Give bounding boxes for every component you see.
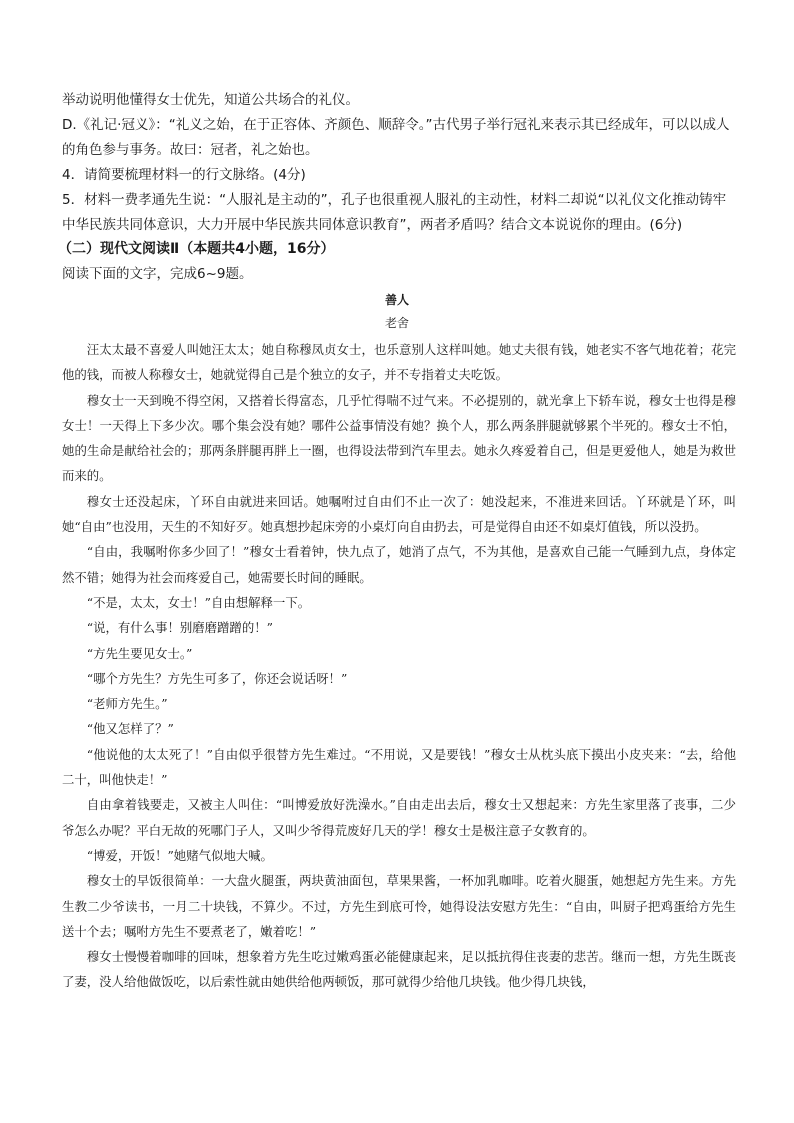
question-5: 5．材料一费孝通先生说：“人服礼是主动的”，孔子也很重视人服礼的主动性，材料二却说“以礼仪文化推动铸牢中华民族共同体意识，大力开展中华民族共同体意识教育”，两者矛盾吗？结合文本说说你的理由。(6分) bbox=[62, 192, 727, 233]
story-title: 善人 bbox=[384, 293, 409, 307]
story-paragraph: 自由拿着钱要走，又被主人叫住：“叫博爱放好洗澡水。”自由走出去后，穆女士又想起来：方先生家里落了丧事，二少爷怎么办呢？平白无故的死哪门子人，又叫少爷得荒废好几天的学！穆女士是极注意子女教育的。 bbox=[62, 797, 736, 838]
story-paragraph: “说，有什么事！别磨磨蹭蹭的！” bbox=[86, 620, 273, 636]
story-paragraph: “博爱，开饭！”她赌气似地大喊。 bbox=[86, 847, 273, 863]
story-paragraph: “方先生要见女士。” bbox=[86, 645, 193, 661]
story-paragraph: “自由，我嘱咐你多少回了！”穆女士看着钟，快九点了，她消了点气，不为其他，是喜欢自己能一气睡到九点，身体定然不错；她得为社会而疼爱自己，她需要长时间的睡眠。 bbox=[62, 544, 736, 585]
answer-option-d: D.《礼记·冠义》：“礼义之始，在于正容体、齐颜色、顺辞令。”古代男子举行冠礼来表示其已经成年，可以以成人的角色参与事务。故曰：冠者，礼之始也。 bbox=[62, 117, 730, 158]
story-paragraph: 汪太太最不喜爱人叫她汪太太；她自称穆凤贞女士，也乐意别人这样叫她。她丈夫很有钱，她老实不客气地花着；花完他的钱，而被人称穆女士，她就觉得自己是个独立的女子，并不专指着丈夫吃饭。 bbox=[62, 342, 736, 383]
story-paragraph: 穆女士一天到晚不得空闲，又搭着长得富态，几乎忙得喘不过气来。不必提别的，就光拿上下轿车说，穆女士也得是穆女士！一天得上下多少次。哪个集会没有她？哪件公益事情没有她？换个人，那么两条胖腿就够累个半死的。穆女士不怕，她的生命是献给社会的；那两条胖腿再胖上一圈，也得设法带到汽车里去。她永久疼爱着自己，但是更爱他人，她是为救世而来的。 bbox=[62, 392, 736, 484]
story-paragraph: “他又怎样了？” bbox=[86, 721, 174, 737]
story-paragraph: “他说他的太太死了！”自由似乎很替方先生难过。“不用说，又是要钱！”穆女士从枕头底下摸出小皮夹来：“去，给他二十，叫他快走！” bbox=[62, 746, 736, 788]
story-paragraph: 穆女士的早饭很简单：一大盘火腿蛋，两块黄油面包，草果果酱，一杯加乳咖啡。吃着火腿蛋，她想起方先生来。方先生教二少爷读书，一月二十块钱，不算少。不过，方先生到底可怜，她得设法安慰方先生：“自由，叫厨子把鸡蛋给方先生送十个去；嘱咐方先生不要煮老了，嫩着吃！” bbox=[62, 873, 736, 939]
section-heading: （二）现代文阅读Ⅱ（本题共4小题，16分） bbox=[58, 241, 335, 257]
story-body bbox=[62, 337, 736, 995]
question-4: 4．请简要梳理材料一的行文脉络。(4分) bbox=[62, 167, 306, 183]
story-author: 老舍 bbox=[384, 316, 409, 330]
story-paragraph: 穆女士还没起床，丫环自由就进来回话。她嘱咐过自由们不止一次了：她没起来，不准进来回话。丫环就是丫环，叫她“自由”也没用，天生的不知好歹。她真想抄起床旁的小桌灯向自由扔去，可是觉得自由还不如桌灯值钱，所以没扔。 bbox=[62, 493, 736, 535]
reading-instruction: 阅读下面的文字，完成6~9题。 bbox=[62, 266, 253, 282]
story-paragraph: 穆女士慢慢着咖啡的回味，想象着方先生吃过嫩鸡蛋必能健康起来，足以抵抗得住丧妻的悲苦。继而一想，方先生既丧了妻，没人给他做饭吃，以后索性就由她供给他两顿饭，那可就得少给他几块钱。他少得几块钱， bbox=[62, 949, 736, 990]
story-paragraph: “老师方先生。” bbox=[86, 696, 168, 712]
answer-option-c-continuation: 举动说明他懂得女士优先，知道公共场合的礼仪。 bbox=[62, 92, 359, 108]
story-paragraph: “不是，太太，女士！”自由想解释一下。 bbox=[86, 594, 311, 610]
story-paragraph: “哪个方先生？方先生可多了，你还会说话呀！” bbox=[86, 670, 348, 686]
